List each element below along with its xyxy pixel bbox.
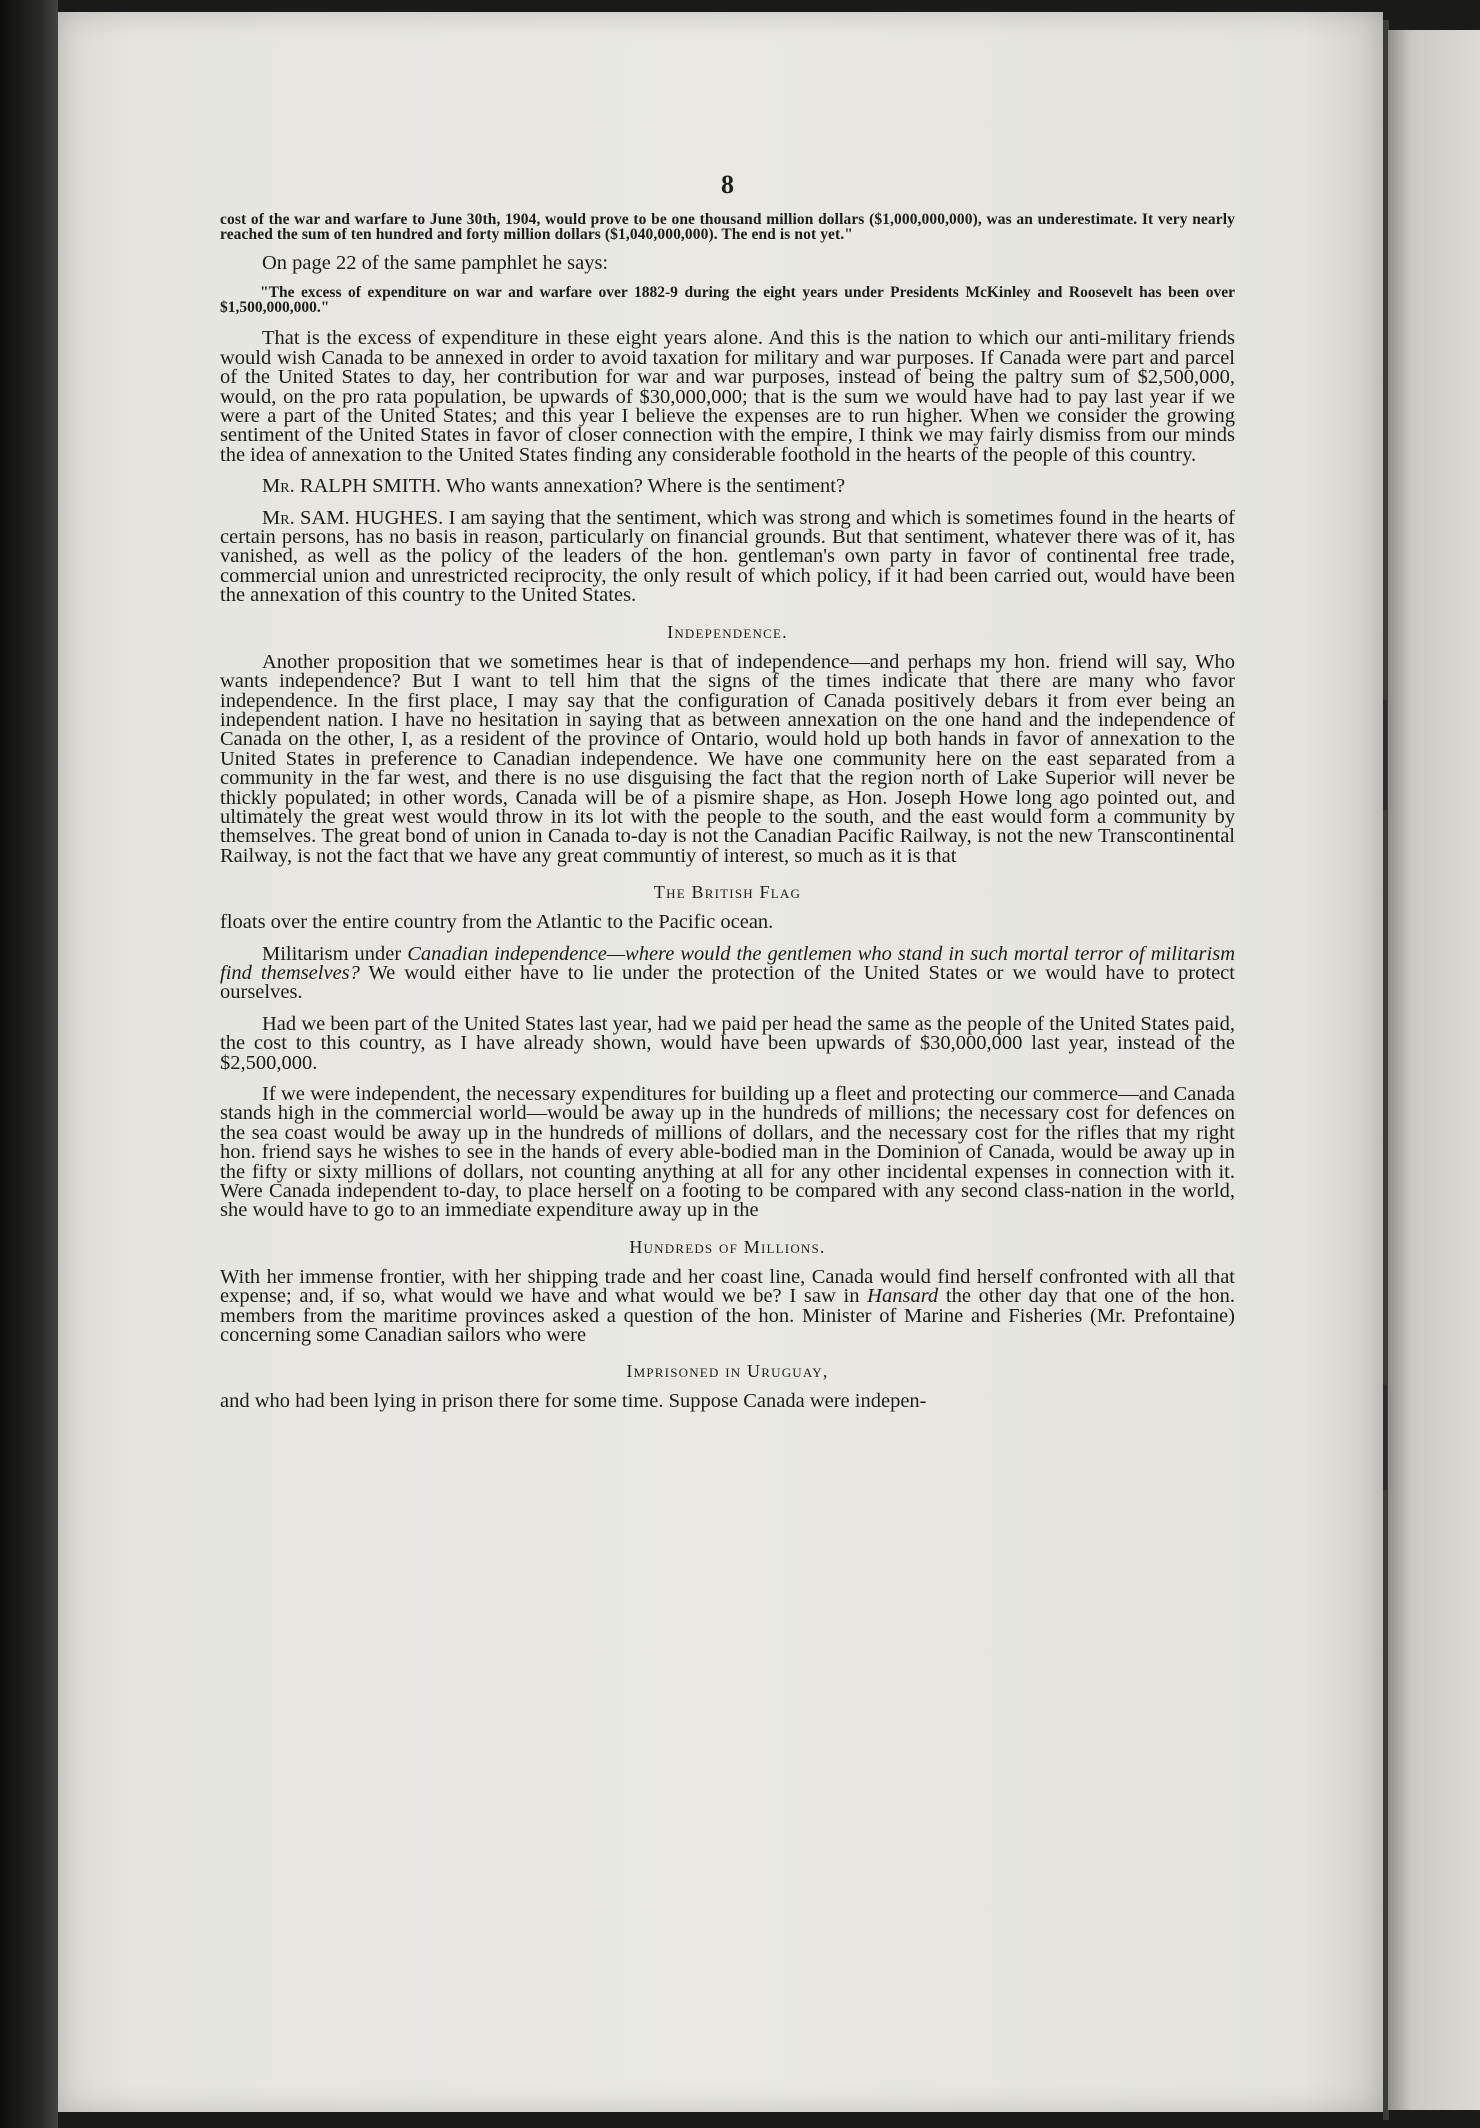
heading-british-flag: The British Flag: [653, 882, 802, 903]
militarism-italic: Canadian independence—where would the gentlemen who stand in such mortal terror of militarism find themselves?: [220, 942, 1235, 984]
quote-continuation: cost of the war and warfare to June 30th, 1904, would prove to be one thousand million dollars ($1,000,000,000), was an underestimate. It very nearly reached the sum of ten hundred and forty million dollars ($1,040,000,000). The end is not yet.": [220, 211, 1235, 243]
frontier-italic: Hansard: [867, 1285, 939, 1308]
speaker-ralph-smith: Mr. RALPH SMITH.: [262, 475, 442, 498]
paragraph-uruguay: and who had been lying in prison there for some time. Suppose Canada were indepen-: [220, 1390, 927, 1413]
sam-hughes-text: I am saying that the sentiment, which was strong and which is sometimes found in the hearts of certain persons, has no basis in reason, particularly on financial grounds. But that sentiment, whatever there was of it, has vanished, as well as the policy of the leaders of the hon. gentleman's own party in favor of continental free trade, commercial union and unrestricted reciprocity, the only result of which policy, if it had been carried out, would have been the annexation of this country to the United States.: [220, 506, 1236, 607]
militarism-end: We would either have to lie under the protection of the United States or we would have to protect ourselves.: [220, 961, 1235, 1004]
frontier-end: the other day that one of the hon. members from the maritime provinces asked a question of the hon. Minister of Marine and Fisheries (Mr. Prefontaine) concerning some Canadian sailors who were: [220, 1285, 1235, 1347]
ralph-smith-text: Who wants annexation? Where is the sentiment?: [445, 475, 846, 498]
quote-excess-expenditure: "The excess of expenditure on war and warfare over 1882-9 during the eight years under Presidents McKinley and Roosevelt has been over $1,500,000,000.": [220, 284, 1235, 317]
facing-page-edge: [1388, 30, 1480, 2110]
scan-left-edge: [0, 0, 58, 2128]
heading-independence: Independence.: [667, 621, 788, 642]
paragraph-intro-page22: On page 22 of the same pamphlet he says:: [262, 252, 609, 274]
speaker-sam-hughes: Mr. SAM. HUGHES.: [262, 506, 444, 529]
paragraph-independence: Another proposition that we sometimes hear is that of independence—and perhaps my hon. friend will say, Who wants independence? But I want to tell him that the signs of the times indicate that there are many who favor independence. In the first place, I may say that the configuration of Canada positively debars it from ever being an independent nation. I have no hesitation in saying that as between annexation on the one hand and the independence of Canada on the other, I, as a resident of the province of Ontario, would hold up both hands in favor of annexation to the United States in preference to Canadian independence. We have one community here on the east separated from a community in the far west, and there is no use disguising the fact that the region north of Lake Superior will never be thickly populated; in other words, Canada will be of a pismire shape, as Hon. Joseph Howe long ago pointed out, and ultimately the great west would throw in its lot with the people to the south, and the east would form a community by themselves. The great bond of union in Canada to-day is not the Canadian Pacific Railway, is not the new Transcontinental Railway, is not the fact that we have any great communtiy of interest, so much as it is that: [220, 650, 1235, 867]
paragraph-ralph-smith: [220, 477, 1235, 496]
frontier-start: With her immense frontier, with her shipping trade and her coast line, Canada would find herself confronted with all that expense; and, if so, what would we have and what would we be? I saw in: [220, 1265, 1235, 1308]
paragraph-sam-hughes: [220, 506, 1236, 607]
heading-imprisoned-uruguay: Imprisoned in Uruguay,: [626, 1361, 829, 1382]
page-number: 8: [721, 170, 734, 199]
paragraph-flag: floats over the entire country from the Atlantic to the Pacific ocean.: [220, 911, 774, 934]
paragraph-frontier: [220, 1265, 1235, 1347]
militarism-start: Militarism under: [262, 942, 408, 965]
paragraph-had-we: Had we been part of the United States last year, had we paid per head the same as the people of the United States paid, the cost to this country, as I have already shown, would have been upwards of $30,000,000 last year, instead of the $2,500,000.: [220, 1012, 1235, 1074]
heading-hundreds-of-millions: Hundreds of Millions.: [629, 1236, 826, 1257]
paragraph-if-independent: If we were independent, the necessary expenditures for building up a fleet and protecting our commerce—and Canada stands high in the commercial world—would be away up in the hundreds of millions; the necessary cost for defences on the sea coast would be away up in the hundreds of millions of dollars, and the necessary cost for the rifles that my right hon. friend says he wishes to see in the hands of every able-bodied man in the Dominion of Canada, would be away up in the fifty or sixty millions of dollars, not counting anything at all for any other incidental expenses in connection with it. Were Canada independent to-day, to place herself on a footing to be compared with any second class-nation in the world, she would have to go to an immediate expenditure away up in the: [220, 1083, 1235, 1222]
paragraph-excess: That is the excess of expenditure in these eight years alone. And this is the nation to which our anti-military friends would wish Canada to be annexed in order to avoid taxation for military and war purposes. If Canada were part and parcel of the United States to day, her contribution for war and war purposes, instead of being the paltry sum of $2,500,000, would, on the pro rata population, be upwards of $30,000,000; that is the sum we would have had to pay last year if we were a part of the United States; and this year I believe the expenses are to run higher. When we consider the growing sentiment of the United States in favor of closer connection with the empire, I think we may fairly dismiss from our minds the idea of annexation to the United States finding any considerable foothold in the hearts of the people of this country.: [220, 327, 1235, 466]
page-content: [220, 170, 1235, 1424]
paragraph-militarism: [220, 942, 1235, 1004]
